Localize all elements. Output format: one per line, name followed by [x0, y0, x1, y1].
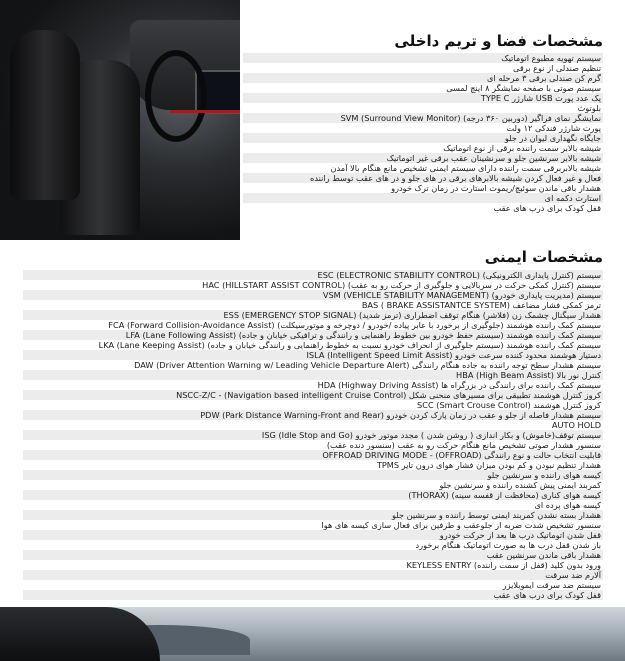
red-trim-line — [170, 110, 240, 113]
list-item: استارت دکمه ای — [243, 193, 603, 203]
list-item: سیستم (کنترل پایداری الکترونیکی) ESC (ELECTRONIC STABILITY CONTROL) — [23, 270, 603, 280]
list-item: پک عدد پورت USB شارژر TYPE C — [243, 93, 603, 103]
list-item: شیشه بالابر سمت راننده برقی از نوع اتوماتیک — [443, 143, 601, 153]
list-item: سیستم توقف(خاموش) و بکار اندازی ( روشن شدن ) مجدد موتور خودرو ISG (Idle Stop and Go) — [23, 430, 603, 440]
list-item: سیستم صوتی با صفحه نمایشگر ۸ اینچ لمسی — [446, 83, 601, 93]
list-item: پورت شارژر فندکی ۱۲ ولت — [506, 123, 601, 133]
list-item: قفل کودک برای درب های عقب — [493, 203, 601, 213]
list-item: ترمز کمکی فشار مضاعف BAS ( BRAKE ASSISTANTCE SYSTEM) — [361, 300, 601, 310]
safety-section-title: مشخصات ایمنی — [484, 248, 603, 266]
list-item: دستیار هوشمند محدود کننده سرعت خودرو ISLA (Intelligent Speed Limit Assist) — [23, 350, 603, 360]
list-item: سیستم کمک راننده برای رانندگی در بزرگراه ها HDA (Highway Driving Assist) — [317, 380, 601, 390]
list-item: هشدار تنظیم نبودن و کم بودن میزان فشار هوای درون تایر TPMS — [376, 460, 601, 470]
list-item: سنسور هشدار صوتی تشخیص مانع هنگام حرکت رو به عقب (سنسور دنده عقب) — [326, 440, 601, 450]
list-item: سیستم هشدار سطح توجه راننده به جاده هنگام رانندگی DAW (Driver Attention Warning w/ Leading Vehicle Departure Alert) — [134, 360, 601, 370]
list-item: سیستم کمک راننده هوشمند (سیستم حفظ خودرو بین خطوط راهنمایی و رانندگی و ترافیکی خیابان و جاده) LFA (Lane Following Assist) — [23, 330, 603, 340]
list-item: باز شدن قفل درب ها به صورت اتوماتیک هنگام برخورد — [415, 540, 601, 550]
list-item: نمایشگر نمای فراگیر (دوربین ۳۶۰ درجه) SVM (Surround View Monitor) — [243, 113, 603, 123]
list-item: هشدار باقی ماندن سرنشین عقب — [23, 550, 603, 560]
list-item: سیستم (مدیریت پایداری خودرو) VSM (VEHICLE STABILITY MANAGEMENT) — [23, 290, 603, 300]
car-body-shape — [0, 607, 160, 661]
list-item: قفل شدن اتوماتیک درب ها بعد از حرکت خودرو — [23, 530, 603, 540]
list-item: سیستم کمک راننده هوشمند (سیستم جلوگیری از انحراف خودرو نسبت به خطوط راهنمایی و رانندگی خیابان و جاده) LKA (Lane Keeping Assist) — [98, 340, 601, 350]
list-item: کنترل نور بالا HBA (High Beam Assist) — [23, 370, 603, 380]
list-item: سنسور تشخیص شدت ضربه از جلوعقب و طرفین برای فعال سازی کیسه های هوا — [321, 520, 601, 530]
list-item: شیشه بالابربرقی سمت راننده دارای سیستم ایمنی تشخیص مانع هنگام بالا آمدن — [330, 163, 601, 173]
interior-photo — [0, 0, 240, 240]
list-item: کروز کنترل هوشمند تطبیقی برای مسیرهای منحنی شکل NSCC-Z/C - (Navigation based intelligent Cruise Control) — [23, 390, 603, 400]
interior-spec-list — [243, 53, 603, 213]
rear-seat-shape — [10, 30, 80, 200]
list-item: بلوتوث — [577, 103, 601, 113]
list-item: تنظیم صندلی از نوع برقی — [513, 63, 601, 73]
list-item: سیستم کمک راننده هوشمند (جلوگیری از برخورد با عابر پیاده /خودرو / دوچرخه و موتورسیکلت) FCA (Forward Collision-Avoidance Assist) — [108, 320, 601, 330]
list-item: آلارم ضد سرقت — [23, 570, 603, 580]
list-item: هشدار باقی ماندن سوئیچ/ریموت استارت در زمان ترک خودرو — [391, 183, 601, 193]
list-item: قابلیت انتخاب حالت و نوع رانندگی OFFROAD DRIVING MODE - (OFFROAD) — [23, 450, 603, 460]
interior-section-title: مشخصات فضا و تریم داخلی — [394, 32, 603, 50]
list-item: شیشه بالابر سرنشین جلو و سرنشینان عقب برقی غیر اتوماتیک — [243, 153, 603, 163]
list-item: هشدار سیگنال چشمک زن (فلاشر) هنگام توقف اضطراری (ترمز شدید) ESS (EMERGENCY STOP SIGNAL) — [23, 310, 603, 320]
exterior-photo — [0, 607, 625, 661]
list-item: کیسه هوای راننده و سرنشین جلو — [23, 470, 603, 480]
list-item: جایگاه نگهداری لیوان در جلو — [243, 133, 603, 143]
list-item: AUTO HOLD — [551, 420, 601, 430]
list-item: فعال و غیر فعال کردن شیشه بالابرهای برقی در های جلو و در های عقب توسط راننده — [243, 173, 603, 183]
list-item: سیستم (کنترل کمکی حرکت در سربالایی و جلوگیری از حرکت رو به عقب) HAC (HILLSTART ASSIST CONTROL) — [202, 280, 601, 290]
list-item: سیستم هشدار فاصله از جلو و عقب در زمان پارک کردن خودرو PDW (Park Distance Warning-Front and Rear) — [23, 410, 603, 420]
list-item: کمربند ایمنی پیش کشنده راننده و سرنشین جلو — [439, 480, 601, 490]
list-item: سیستم ضد سرقت ایموبلایزر — [502, 580, 601, 590]
list-item: قفل کودک برای درب های عقب — [23, 590, 603, 600]
list-item: ورود بدون کلید (قفل از سمت راننده) KEYLESS ENTRY — [406, 560, 601, 570]
list-item: کیسه هوای پرده ای — [534, 500, 601, 510]
list-item: هشدار بسته نشدن کمربند ایمنی توسط راننده و سرنشین جلو — [23, 510, 603, 520]
list-item: کیسه هوای کناری (محافظت از قفسه سینه) (THORAX) — [23, 490, 603, 500]
list-item: سیستم تهویه مطبوع اتوماتیک — [243, 53, 603, 63]
list-item: کروز کنترل هوشمند SCC (Smart Crouse Control) — [417, 400, 601, 410]
safety-spec-list — [23, 270, 603, 600]
steering-wheel-shape — [145, 50, 207, 142]
list-item: گرم کن صندلی برقی ۳ مرحله ای — [243, 73, 603, 83]
